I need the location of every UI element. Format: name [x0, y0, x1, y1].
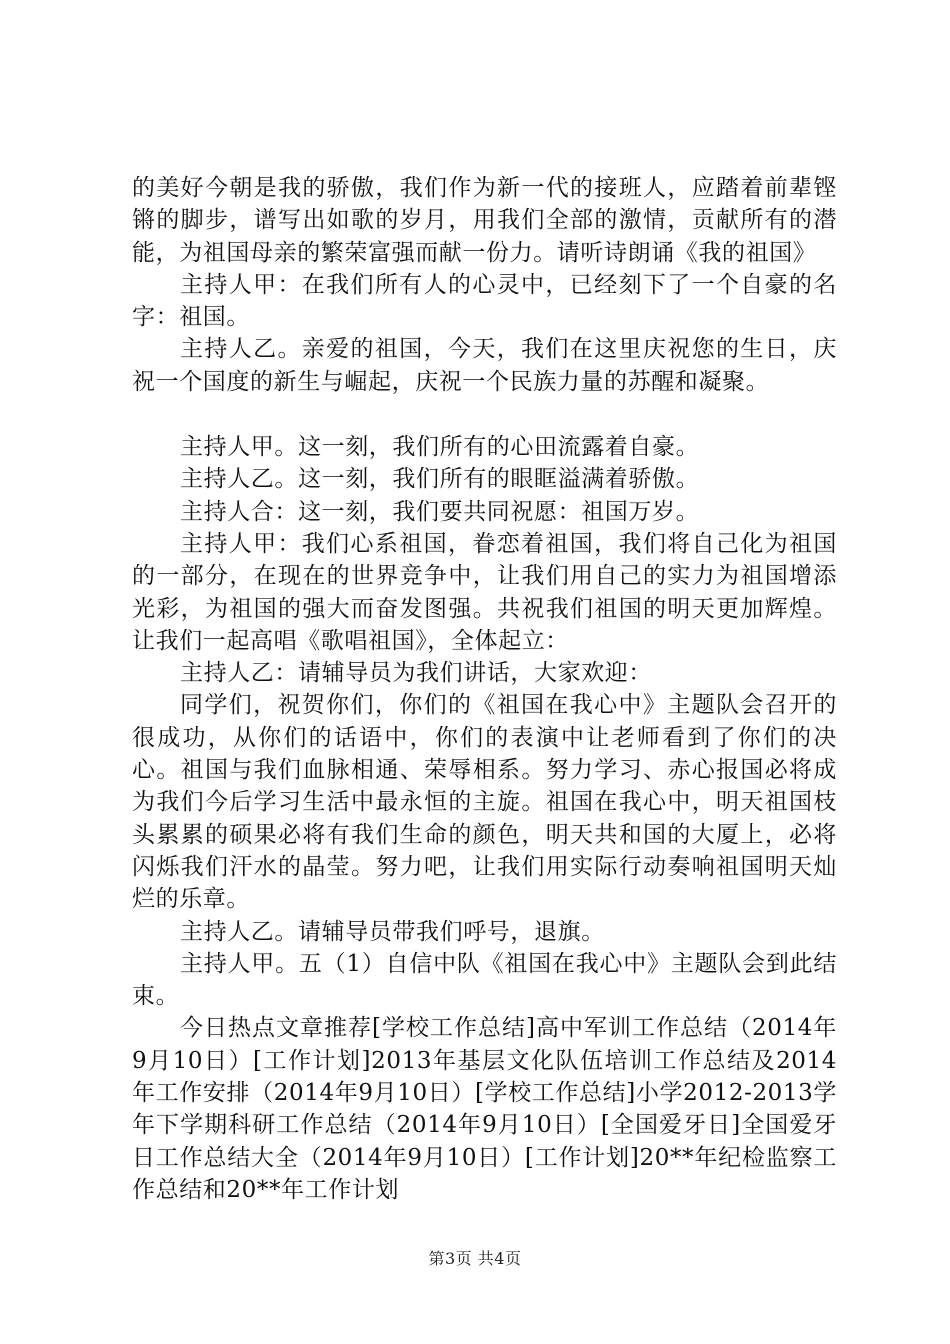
- paragraph-host-a-3: 主持人甲：我们心系祖国，眷恋着祖国，我们将自己化为祖国的一部分，在现在的世界竞争中，让我们用自己的实力为祖国增添光彩，为祖国的强大而奋发图强。共祝我们祖国的明天更加辉煌。让我们一起高唱《歌唱祖国》，全体起立：: [132, 530, 837, 654]
- paragraph-counselor-speech: 同学们，祝贺你们，你们的《祖国在我心中》主题队会召开的很成功，从你们的话语中，你们的表演中让老师看到了你们的决心。祖国与我们血脉相通、荣辱相系。努力学习、赤心报国必将成为我们今后学习生活中最永恒的主旋。祖国在我心中，明天祖国枝头累累的硕果必将有我们生命的颜色，明天共和国的大厦上，必将闪烁我们汗水的晶莹。努力吧，让我们用实际行动奏响祖国明天灿烂的乐章。: [132, 692, 837, 913]
- paragraph-gap: [132, 398, 837, 431]
- paragraph-recommended-articles: 今日热点文章推荐[学校工作总结]高中军训工作总结（2014年9月10日）[工作计划]2013年基层文化队伍培训工作总结及2014年工作安排（2014年9月10日）[学校工作总结]小学2012-2013学年下学期科研工作总结（2014年9月10日）[全国爱牙日]全国爱牙日工作总结大全（2014年9月10日）[工作计划]20**年纪检监察工作总结和20**年工作计划: [132, 1015, 837, 1203]
- paragraph-intro: 的美好今朝是我的骄傲，我们作为新一代的接班人，应踏着前辈铿锵的脚步，谱写出如歌的岁月，用我们全部的激情，贡献所有的潜能，为祖国母亲的繁荣富强而献一份力。请听诗朗诵《我的祖国》: [132, 175, 837, 266]
- page-number-footer: 第3页 共4页: [428, 1249, 522, 1268]
- paragraph-host-a-4: 主持人甲。五（1）自信中队《祖国在我心中》主题队会到此结束。: [132, 950, 837, 1010]
- paragraph-host-b-4: 主持人乙。请辅导员带我们呼号，退旗。: [180, 918, 605, 945]
- paragraph-host-a-1: 主持人甲：在我们所有人的心灵中，已经刻下了一个自豪的名字：祖国。: [132, 271, 837, 331]
- paragraph-host-b-1: 主持人乙。亲爱的祖国，今天，我们在这里庆祝您的生日，庆祝一个国度的新生与崛起，庆祝一个民族力量的苏醒和凝聚。: [132, 336, 837, 395]
- paragraph-host-b-3: 主持人乙：请辅导员为我们讲话，大家欢迎：: [180, 660, 652, 687]
- paragraph-host-b-2: 主持人乙。这一刻，我们所有的眼眶溢满着骄傲。: [180, 466, 700, 493]
- document-body: [132, 172, 837, 1206]
- paragraph-hosts-together: 主持人合：这一刻，我们要共同祝愿：祖国万岁。: [180, 498, 700, 525]
- paragraph-host-a-2: 主持人甲。这一刻，我们所有的心田流露着自豪。: [180, 434, 700, 461]
